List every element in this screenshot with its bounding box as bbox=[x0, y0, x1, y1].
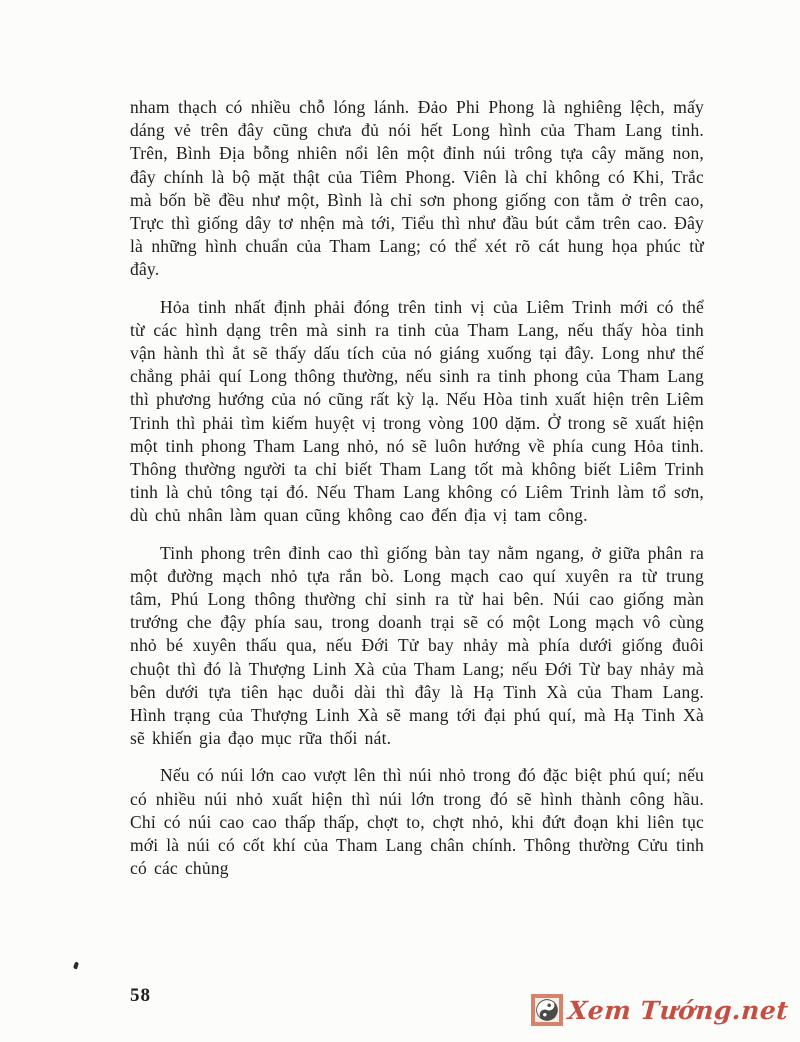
watermark-text: Xem Tướng.net bbox=[566, 995, 790, 1025]
body-text bbox=[130, 96, 704, 895]
page-number: 58 bbox=[130, 985, 151, 1006]
scan-artifact bbox=[73, 962, 79, 970]
body-paragraph: nham thạch có nhiều chỗ lóng lánh. Đảo Phi Phong là nghiêng lệch, mấy dáng vẻ trên đây cũng chưa đủ nói hết Long hình của Tham Lang tinh. Trên, Bình Địa bỗng nhiên nổi lên một đỉnh núi trông tựa cây măng non, đây chính là bộ mặt thật của Tiêm Phong. Viên là chỉ không có Khi, Trắc mà bốn bề đều như một, Bình là chỉ sơn phong giống con tằm ở trên cao, Trực thì giống dây tơ nhện mà tới, Tiểu thì như đầu bút cắm trên cao. Đây là những hình chuẩn của Tham Lang; có thể xét rõ cát hung họa phúc từ đây. bbox=[130, 97, 704, 280]
body-paragraph: Nếu có núi lớn cao vượt lên thì núi nhỏ trong đó đặc biệt phú quí; nếu có nhiều núi nhỏ xuất hiện thì núi lớn trong đó sẽ hình thành công hầu. Chỉ có núi cao cao thấp thấp, chợt to, chợt nhỏ, khi đứt đoạn khi liên tục mới là núi có cốt khí của Tham Lang chân chính. Thông thường Cửu tinh có các chủng bbox=[130, 765, 704, 879]
yin-yang-icon bbox=[531, 994, 563, 1026]
watermark bbox=[531, 994, 788, 1026]
body-paragraph: Tinh phong trên đỉnh cao thì giống bàn tay nằm ngang, ở giữa phân ra một đường mạch nhỏ tựa rắn bò. Long mạch cao quí xuyên ra từ trung tâm, Phú Long thông thường chỉ sinh ra từ hai bên. Núi cao giống màn trướng che đậy phía sau, trong doanh trại sẽ có một Long mạch vô cùng nhỏ bé xuyên thấu qua, nếu Đới Tử bay nhảy mà phía dưới giống đuôi chuột thì đó là Thượng Linh Xà của Tham Lang; nếu Đới Từ bay nhảy mà bên dưới tựa tiên hạc duỗi dài thì đây là Hạ Tinh Xà của Tham Lang. Hình trạng của Thượng Linh Xà sẽ mang tới đại phú quí, mà Hạ Tinh Xà sẽ khiến gia đạo mục rữa thối nát. bbox=[130, 542, 704, 749]
body-paragraph: Hỏa tinh nhất định phải đóng trên tinh vị của Liêm Trinh mới có thể từ các hình dạng trên mà sinh ra tinh của Tham Lang, nếu thấy hòa tinh vận hành thì ắt sẽ thấy dấu tích của nó giáng xuống tại đây. Long như thế chẳng phải quí Long thông thường, nếu sinh ra tinh phong của Tham Lang thì phương hướng của nó cũng rất kỳ lạ. Nếu Hòa tinh xuất hiện trên Liêm Trinh thì phải tìm kiếm huyệt vị trong vòng 100 dặm. Ở trong sẽ xuất hiện một tinh phong Tham Lang nhỏ, nó sẽ luôn hướng về phía cung Hỏa tinh. Thông thường người ta chỉ biết Tham Lang tốt mà không biết Liêm Trinh tinh là chủ tông tại đó. Nếu Tham Lang không có Liêm Trinh làm tổ sơn, dù chủ nhân làm quan cũng không cao đến địa vị tam công. bbox=[130, 296, 704, 526]
